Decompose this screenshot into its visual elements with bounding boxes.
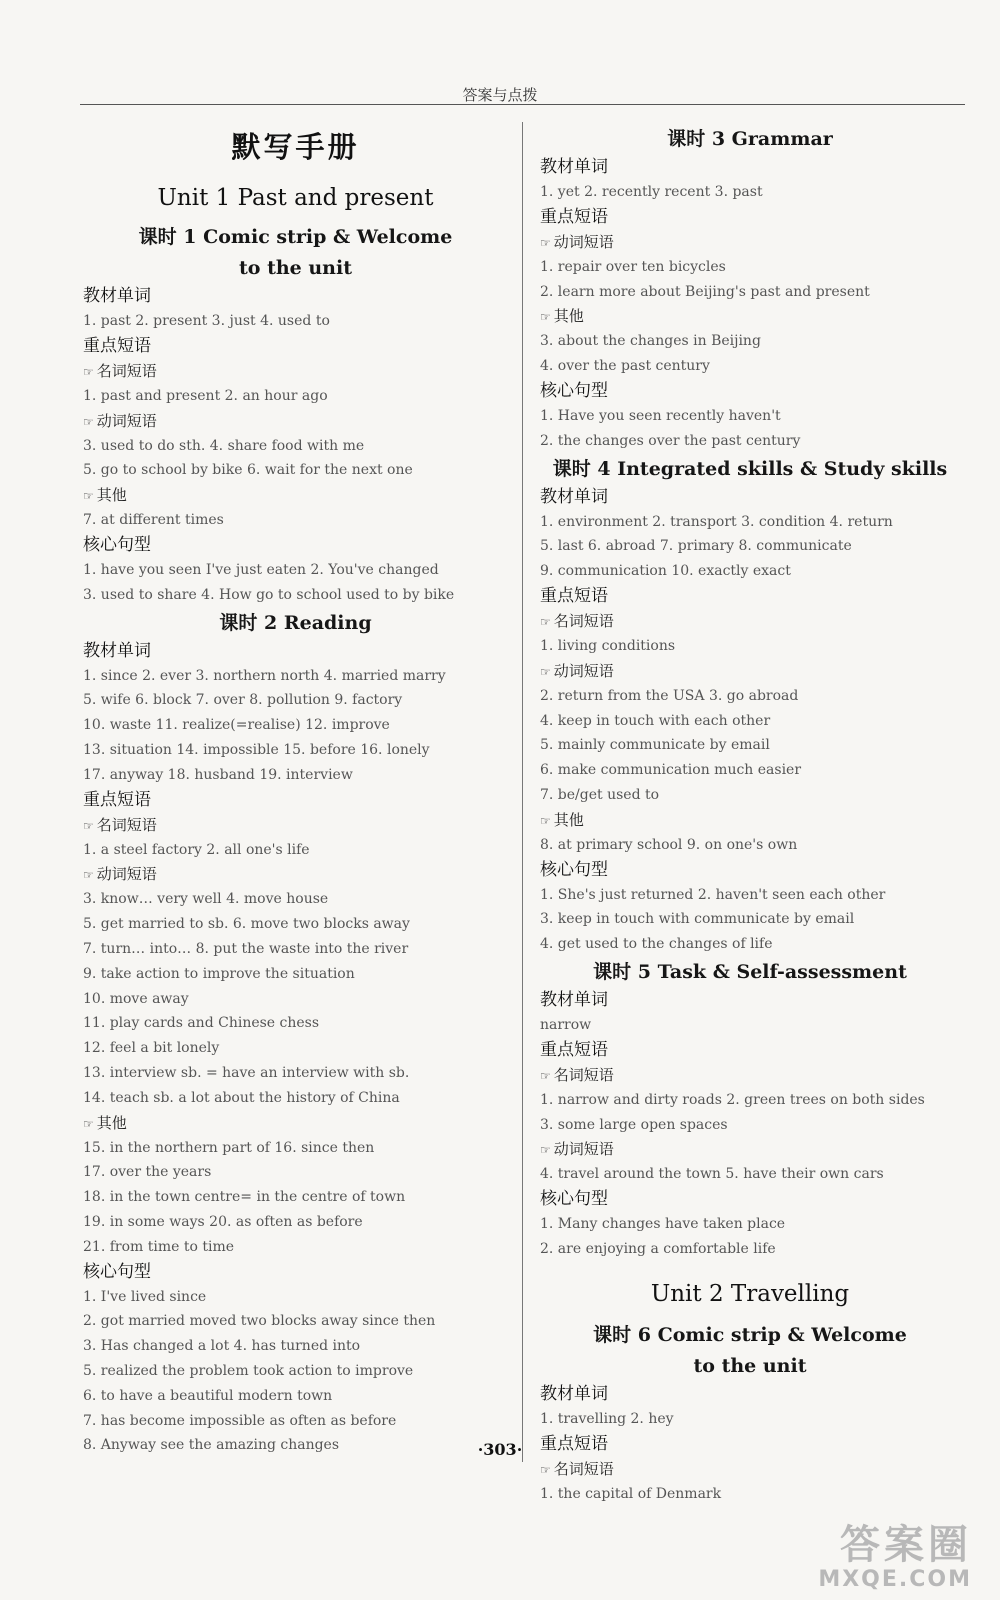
unit-title: Unit 1 Past and present — [157, 185, 434, 211]
answer-line: 6. make communication much easier — [540, 762, 802, 779]
section-heading: 重点短语 — [540, 1039, 608, 1060]
subsection-text: 其他 — [96, 1113, 127, 1132]
subsection-label — [83, 359, 508, 384]
right-column-content — [540, 124, 960, 1506]
section-heading: 重点短语 — [540, 206, 608, 227]
lesson-title-continuation: to the unit — [239, 257, 352, 279]
pointer-icon: ☞ — [540, 1143, 551, 1158]
section-heading: 教材单词 — [540, 1383, 608, 1404]
section-heading: 核心句型 — [540, 380, 608, 401]
answer-line: 3. used to share 4. How go to school used to by bike — [83, 586, 455, 603]
answer-line: 7. has become impossible as often as before — [83, 1412, 397, 1429]
watermark-url: MXQE.COM — [818, 1567, 972, 1592]
lesson-title-text: 课时 6 Comic strip & Welcome — [593, 1323, 907, 1346]
section-heading: 重点短语 — [540, 585, 608, 606]
answer-line: 8. Anyway see the amazing changes — [83, 1437, 340, 1454]
answer-line: 5. go to school by bike 6. wait for the next one — [83, 462, 413, 479]
answer-line: 7. turn… into… 8. put the waste into the river — [83, 940, 409, 957]
answer-line: 9. communication 10. exactly exact — [540, 563, 791, 580]
answer-line: 1. environment 2. transport 3. condition 4. return — [540, 513, 893, 530]
answer-line: 3. used to do sth. 4. share food with me — [83, 437, 365, 454]
section-heading: 重点短语 — [83, 789, 151, 810]
section-heading: 教材单词 — [540, 989, 608, 1010]
subsection-label — [83, 483, 508, 508]
answer-line: 14. teach sb. a lot about the history of China — [83, 1089, 400, 1106]
subsection-label — [540, 304, 960, 329]
subsection-text: 名词短语 — [553, 1065, 614, 1084]
answer-line: 17. over the years — [83, 1164, 212, 1181]
answer-line: 13. situation 14. impossible 15. before 16. lonely — [83, 741, 430, 758]
section-heading: 教材单词 — [83, 286, 151, 306]
answer-line: 4. over the past century — [540, 358, 710, 375]
section-heading: 重点短语 — [83, 335, 151, 356]
subsection-label — [540, 1457, 960, 1482]
pointer-icon: ☞ — [540, 310, 551, 325]
subsection-label — [83, 813, 508, 838]
answer-line: 8. at primary school 9. on one's own — [540, 836, 798, 853]
page-number: ·303· — [477, 1440, 523, 1459]
answer-line: 1. narrow and dirty roads 2. green trees on both sides — [540, 1091, 925, 1108]
answer-line: 19. in some ways 20. as often as before — [83, 1213, 363, 1230]
section-heading: 教材单词 — [83, 640, 151, 661]
answer-line: 2. are enjoying a comfortable life — [540, 1240, 776, 1257]
book-title: 默写手册 — [231, 130, 360, 164]
lesson-title-text: 课时 1 Comic strip & Welcome — [138, 226, 453, 248]
answer-line: 1. past 2. present 3. just 4. used to — [83, 313, 330, 329]
subsection-text: 动词短语 — [553, 232, 614, 251]
answer-line: 1. have you seen I've just eaten 2. You've changed — [83, 561, 439, 578]
answer-line: 1. yet 2. recently recent 3. past — [540, 184, 763, 200]
subsection-label — [540, 609, 960, 634]
subsection-label — [540, 808, 960, 833]
answer-line: 15. in the northern part of 16. since then — [83, 1139, 375, 1156]
answer-line: 5. mainly communicate by email — [540, 737, 770, 754]
lesson-title: 课时 4 Integrated skills & Study skills — [552, 457, 948, 480]
answer-line: 13. interview sb. = have an interview with sb. — [83, 1064, 410, 1081]
answer-line: 9. take action to improve the situation — [83, 965, 355, 982]
answer-line: 1. since 2. ever 3. northern north 4. married marry — [83, 667, 446, 684]
answer-line: 1. a steel factory 2. all one's life — [83, 841, 310, 858]
pointer-icon: ☞ — [83, 364, 94, 379]
lesson-title: 课时 3 Grammar — [667, 128, 833, 150]
subsection-text: 动词短语 — [553, 1140, 614, 1159]
answer-line: 10. move away — [83, 990, 189, 1007]
pointer-icon: ☞ — [540, 235, 551, 250]
answer-line: 5. get married to sb. 6. move two blocks away — [83, 916, 410, 933]
pointer-icon: ☞ — [83, 868, 94, 883]
answer-line: 4. travel around the town 5. have their own cars — [540, 1166, 884, 1183]
answer-line: 3. know… very well 4. move house — [83, 891, 329, 908]
answer-line: 1. living conditions — [540, 637, 676, 654]
section-heading: 教材单词 — [540, 157, 608, 177]
subsection-text: 名词短语 — [96, 361, 157, 380]
left-column-content — [83, 178, 508, 1458]
answer-line: 1. Have you seen recently haven't — [540, 407, 781, 424]
subsection-text: 名词短语 — [553, 1459, 614, 1478]
unit-title: Unit 2 Travelling — [650, 1280, 850, 1307]
answer-line: 18. in the town centre= in the centre of town — [83, 1189, 406, 1206]
subsection-text: 动词短语 — [96, 865, 157, 884]
answer-line: 17. anyway 18. husband 19. interview — [83, 766, 353, 783]
answer-line: 1. She's just returned 2. haven't seen each other — [540, 886, 886, 903]
answer-line: narrow — [540, 1016, 592, 1033]
answer-line: 3. Has changed a lot 4. has turned into — [83, 1338, 361, 1355]
answer-line: 2. got married moved two blocks away since then — [83, 1313, 436, 1330]
section-heading: 核心句型 — [540, 859, 608, 880]
subsection-label — [540, 1137, 960, 1162]
subsection-label — [83, 1111, 508, 1136]
subsection-text: 动词短语 — [96, 411, 157, 430]
answer-line: 5. realized the problem took action to improve — [83, 1362, 414, 1379]
answer-line: 7. at different times — [83, 512, 224, 529]
left-column — [83, 124, 508, 1458]
answer-line: 1. past and present 2. an hour ago — [83, 387, 328, 404]
section-heading: 教材单词 — [540, 486, 608, 507]
pointer-icon: ☞ — [83, 414, 94, 429]
answer-line: 4. get used to the changes of life — [540, 936, 773, 953]
subsection-label — [83, 862, 508, 887]
section-heading: 重点短语 — [540, 1433, 608, 1454]
answer-line: 1. I've lived since — [83, 1288, 207, 1305]
watermark-logo — [818, 1523, 972, 1592]
subsection-label — [540, 1063, 960, 1088]
answer-line: 5. wife 6. block 7. over 8. pollution 9. factory — [83, 692, 403, 709]
answer-line: 2. return from the USA 3. go abroad — [540, 687, 799, 704]
answer-line: 11. play cards and Chinese chess — [83, 1015, 320, 1032]
pointer-icon: ☞ — [540, 813, 551, 828]
subsection-text: 名词短语 — [96, 815, 157, 834]
subsection-text: 名词短语 — [553, 611, 614, 630]
lesson-title: 课时 5 Task & Self-assessment — [593, 960, 907, 983]
answer-line: 21. from time to time — [83, 1238, 235, 1255]
lesson-title-continuation: to the unit — [693, 1354, 807, 1377]
pointer-icon: ☞ — [540, 664, 551, 679]
answer-line: 3. about the changes in Beijing — [540, 333, 761, 350]
pointer-icon: ☞ — [540, 614, 551, 629]
pointer-icon: ☞ — [83, 489, 94, 504]
answer-line: 7. be/get used to — [540, 786, 660, 803]
answer-line: 3. some large open spaces — [540, 1116, 728, 1133]
answer-line: 1. the capital of Denmark — [540, 1485, 722, 1502]
answer-line: 5. last 6. abroad 7. primary 8. communicate — [540, 538, 852, 555]
subsection-text: 其他 — [96, 486, 127, 505]
answer-line: 1. travelling 2. hey — [540, 1410, 674, 1427]
subsection-text: 动词短语 — [553, 661, 614, 680]
subsection-text: 其他 — [553, 810, 584, 829]
watermark-text: 答案圈 — [840, 1522, 972, 1568]
section-heading: 核心句型 — [83, 1261, 151, 1282]
lesson-title — [83, 222, 508, 284]
lesson-title — [540, 1320, 960, 1382]
answer-line: 6. to have a beautiful modern town — [83, 1387, 333, 1404]
subsection-label — [540, 230, 960, 255]
right-column — [540, 124, 960, 1506]
answer-line: 2. learn more about Beijing's past and present — [540, 283, 870, 300]
section-heading: 核心句型 — [83, 534, 151, 555]
answer-line: 3. keep in touch with communicate by email — [540, 911, 855, 928]
pointer-icon: ☞ — [83, 818, 94, 833]
answer-line: 4. keep in touch with each other — [540, 712, 771, 729]
answer-line: 12. feel a bit lonely — [83, 1040, 220, 1057]
header-rule — [80, 104, 965, 105]
subsection-label — [83, 409, 508, 434]
answer-line: 10. waste 11. realize(=realise) 12. improve — [83, 717, 390, 734]
answer-line: 2. the changes over the past century — [540, 432, 801, 449]
column-divider — [522, 122, 523, 1462]
pointer-icon: ☞ — [540, 1462, 551, 1477]
subsection-text: 其他 — [553, 307, 584, 326]
section-heading: 核心句型 — [540, 1189, 608, 1210]
subsection-label — [540, 659, 960, 684]
pointer-icon: ☞ — [83, 1116, 94, 1131]
answer-line: 1. repair over ten bicycles — [540, 258, 726, 275]
answer-line: 1. Many changes have taken place — [540, 1216, 786, 1233]
lesson-title: 课时 2 Reading — [219, 611, 372, 634]
pointer-icon: ☞ — [540, 1068, 551, 1083]
running-head: 答案与点拨 — [462, 86, 538, 104]
